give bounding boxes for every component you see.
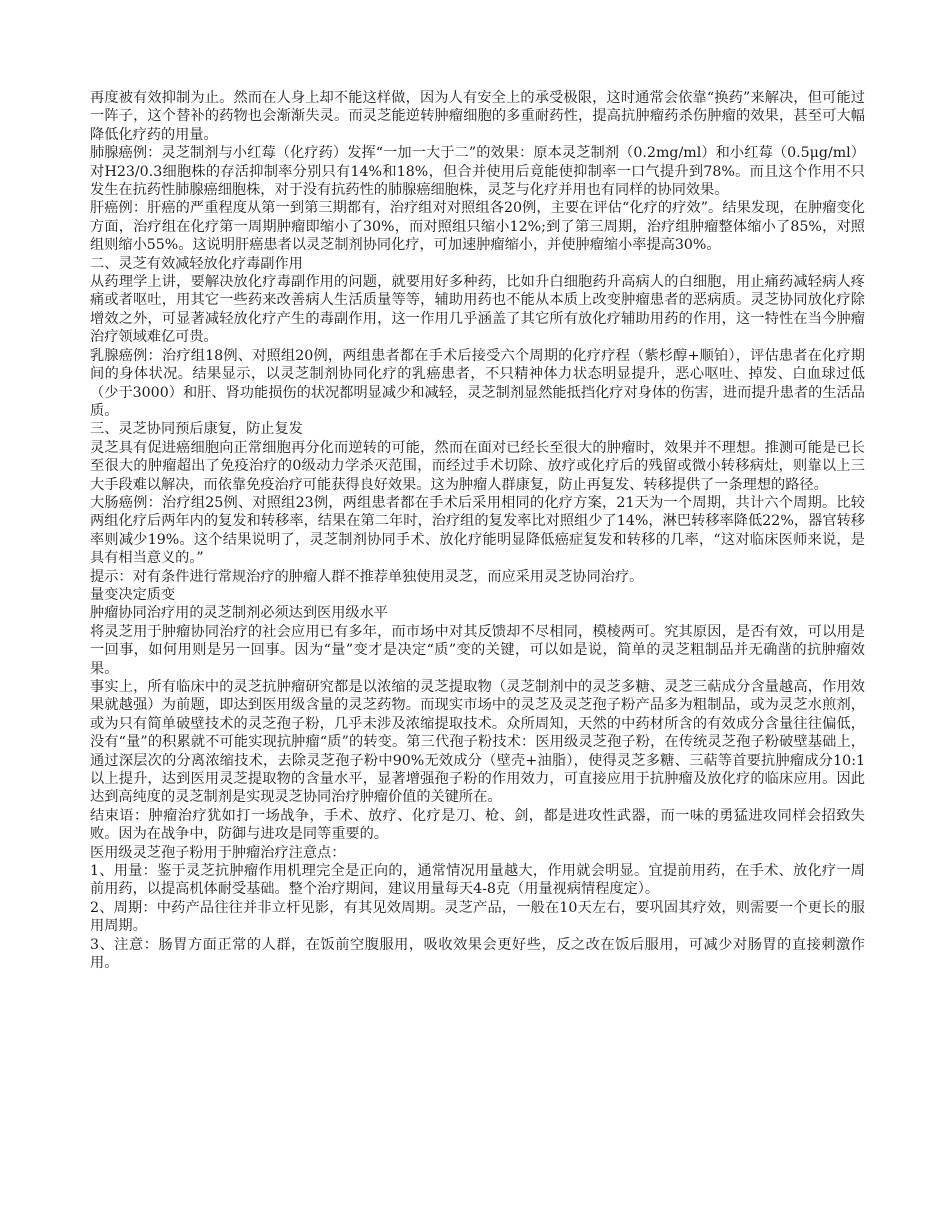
section-heading-quantity-quality: 量变决定质变 — [90, 586, 176, 603]
subheading-usage-notes: 医用级灵芝孢子粉用于肿瘤治疗注意点： — [90, 844, 346, 861]
paragraph-mdr-reversal: 再度被有效抑制为止。然而在人身上却不能这样做，因为人有安全上的承受极限，这时通常会依靠“换药”来解决，但可能过一阵子，这个替补的药物也会渐渐失灵。而灵芝能逆转肿瘤细胞的多重耐药性，提高抗肿瘤药杀伤肿瘤的效果，甚至可大幅降低化疗药的用量。 — [90, 90, 865, 143]
paragraph-side-effects: 从药理学上讲，要解决放化疗毒副作用的问题，就要用好多种药，比如升白细胞药升高病人的白细胞，用止痛药减轻病人疼痛或者呕吐，用其它一些药来改善病人生活质量等等，辅助用药也不能从本质上改变肿瘤患者的恶病质。灵芝协同放化疗除增效之外，可显著减轻放化疗产生的毒副作用，这一作用几乎涵盖了其它所有放化疗辅助用药的作用，这一特性在当今肿瘤治疗领域难亿可贵。 — [90, 274, 865, 346]
paragraph-extraction-technology: 事实上，所有临床中的灵芝抗肿瘤研究都是以浓缩的灵芝提取物（灵芝制剂中的灵芝多糖、灵芝三萜成分含量越高，作用效果就越强）为前题，即达到医用级含量的灵芝药物。而现实市场中的灵芝及灵芝孢子粉产品多为粗制品，或为灵芝水煎剂，或为只有简单破壁技术的灵芝孢子粉，几乎未涉及浓缩提取技术。众所周知，天然的中药材所含的有效成分含量往往偏低，没有“量”的积累就不可能实现抗肿瘤“质”的转变。第三代孢子粉技术：医用级灵芝孢子粉，在传统灵芝孢子粉破壁基础上，通过深层次的分离浓缩技术，去除灵芝孢子粉中90%无效成分（壁壳+油脂），使得灵芝多糖、三萜等首要抗肿瘤成分10:1以上提升，达到医用灵芝提取物的含量水平，显著增强孢子粉的作用效力，可直接应用于抗肿瘤及放化疗的临床应用。因此达到高纯度的灵芝制剂是实现灵芝协同治疗肿瘤价值的关键所在。 — [90, 679, 865, 806]
paragraph-liver-cancer-case: 肝癌例：肝癌的严重程度从第一到第三期都有，治疗组对对照组各20例，主要在评估“化疗的疗效”。结果发现，在肿瘤变化方面，治疗组在化疗第一周期肿瘤即缩小了30%，而对照组只缩小12%;到了第三周期，治疗组肿瘤整体缩小了85%，对照组则缩小55%。这说明肝癌患者以灵芝制剂协同化疗，可加速肿瘤缩小，并使肿瘤缩小率提高30%。 — [90, 200, 865, 254]
paragraph-colorectal-cancer-case: 大肠癌例：治疗组25例、对照组23例，两组患者都在手术后采用相同的化疗方案，21天为一个周期，共计六个周期。比较两组化疗后两年内的复发和转移率，结果在第二年时，治疗组的复发率比对照组少了14%，淋巴转移率降低22%，器官转移率则减少19%。这个结果说明了，灵芝制剂协同手术、放化疗能明显降低癌症复发和转移的几率，“这对临床医师来说，是具有相当意义的。” — [90, 494, 865, 567]
document-body — [90, 89, 865, 973]
section-heading-2: 二、灵芝有效减轻放化疗毒副作用 — [90, 255, 303, 272]
section-heading-3: 三、灵芝协同预后康复，防止复发 — [90, 421, 303, 438]
subheading-medical-grade: 肿瘤协同治疗用的灵芝制剂必须达到医用级水平 — [90, 605, 388, 622]
paragraph-tip: 提示：对有条件进行常规治疗的肿瘤人群不推荐单独使用灵芝，而应采用灵芝协同治疗。 — [90, 568, 644, 585]
list-item-dosage: 1、用量：鉴于灵芝抗肿瘤作用机理完全是正向的，通常情况用量越大，作用就会明显。宜提前用药，在手术、放化疗一周前用药，以提高机体耐受基础。整个治疗期间，建议用量每天4-8克（用量视病情程度定）。 — [90, 863, 865, 898]
paragraph-breast-cancer-case: 乳腺癌例：治疗组18例、对照组20例，两组患者都在手术后接受六个周期的化疗疗程（紫杉醇+顺铂），评估患者在化疗期间的身体状况。结果显示，以灵芝制剂协同化疗的乳癌患者，不只精神体力状态明显提升，恶心呕吐、掉发、白血球过低（少于3000）和肝、肾功能损伤的状况都明显减少和减轻，灵芝制剂显然能抵挡化疗对身体的伤害，进而提升患者的生活品质。 — [90, 347, 865, 419]
paragraph-conclusion: 结束语：肿瘤治疗犹如打一场战争，手术、放疗、化疗是刀、枪、剑，都是进攻性武器，而一味的勇猛进攻同样会招致失败。因为在战争中，防御与进攻是同等重要的。 — [90, 807, 865, 843]
list-item-period: 2、周期：中药产品往往并非立杆见影，有其见效周期。灵芝产品，一般在10天左右，要巩固其疗效，则需要一个更长的服用周期。 — [90, 899, 865, 935]
paragraph-recurrence-prevention: 灵芝具有促进癌细胞向正常细胞再分化而逆转的可能，然而在面对已经长至很大的肿瘤时，效果并不理想。推测可能是已长至很大的肿瘤超出了免疫治疗的0级动力学杀灭范围，而经过手术切除、放疗或化疗后的残留或微小转移病灶，则靠以上三大手段难以解决，而依靠免疫治疗可能获得良好效果。这为肿瘤人群康复，防止再复发、转移提供了一条理想的路径。 — [90, 439, 865, 493]
paragraph-social-application: 将灵芝用于肿瘤协同治疗的社会应用已有多年，而市场中对其反馈却不尽相同，模棱两可。究其原因，是否有效，可以用是一回事，如何用则是另一回事。因为“量”变才是决定“质”变的关键，可以如是说，简单的灵芝粗制品并无确凿的抗肿瘤效果。 — [90, 623, 865, 677]
paragraph-lung-adenocarcinoma-case: 肺腺癌例：灵芝制剂与小红莓（化疗药）发挥“一加一大于二”的效果：原本灵芝制剂（0.2mg/ml）和小红莓（0.5μg/ml）对H23/0.3细胞株的存活抑制率分别只有14%和18%，但合并使用后竟能使抑制率一口气提升到78%。而且这个作用不只发生在抗药性肺腺癌细胞株，对于没有抗药性的肺腺癌细胞株，灵芝与化疗并用也有同样的协同效果。 — [90, 145, 865, 199]
list-item-caution: 3、注意：肠胃方面正常的人群，在饭前空腹服用，吸收效果会更好些，反之改在饭后服用，可减少对肠胃的直接刺激作用。 — [90, 936, 865, 972]
